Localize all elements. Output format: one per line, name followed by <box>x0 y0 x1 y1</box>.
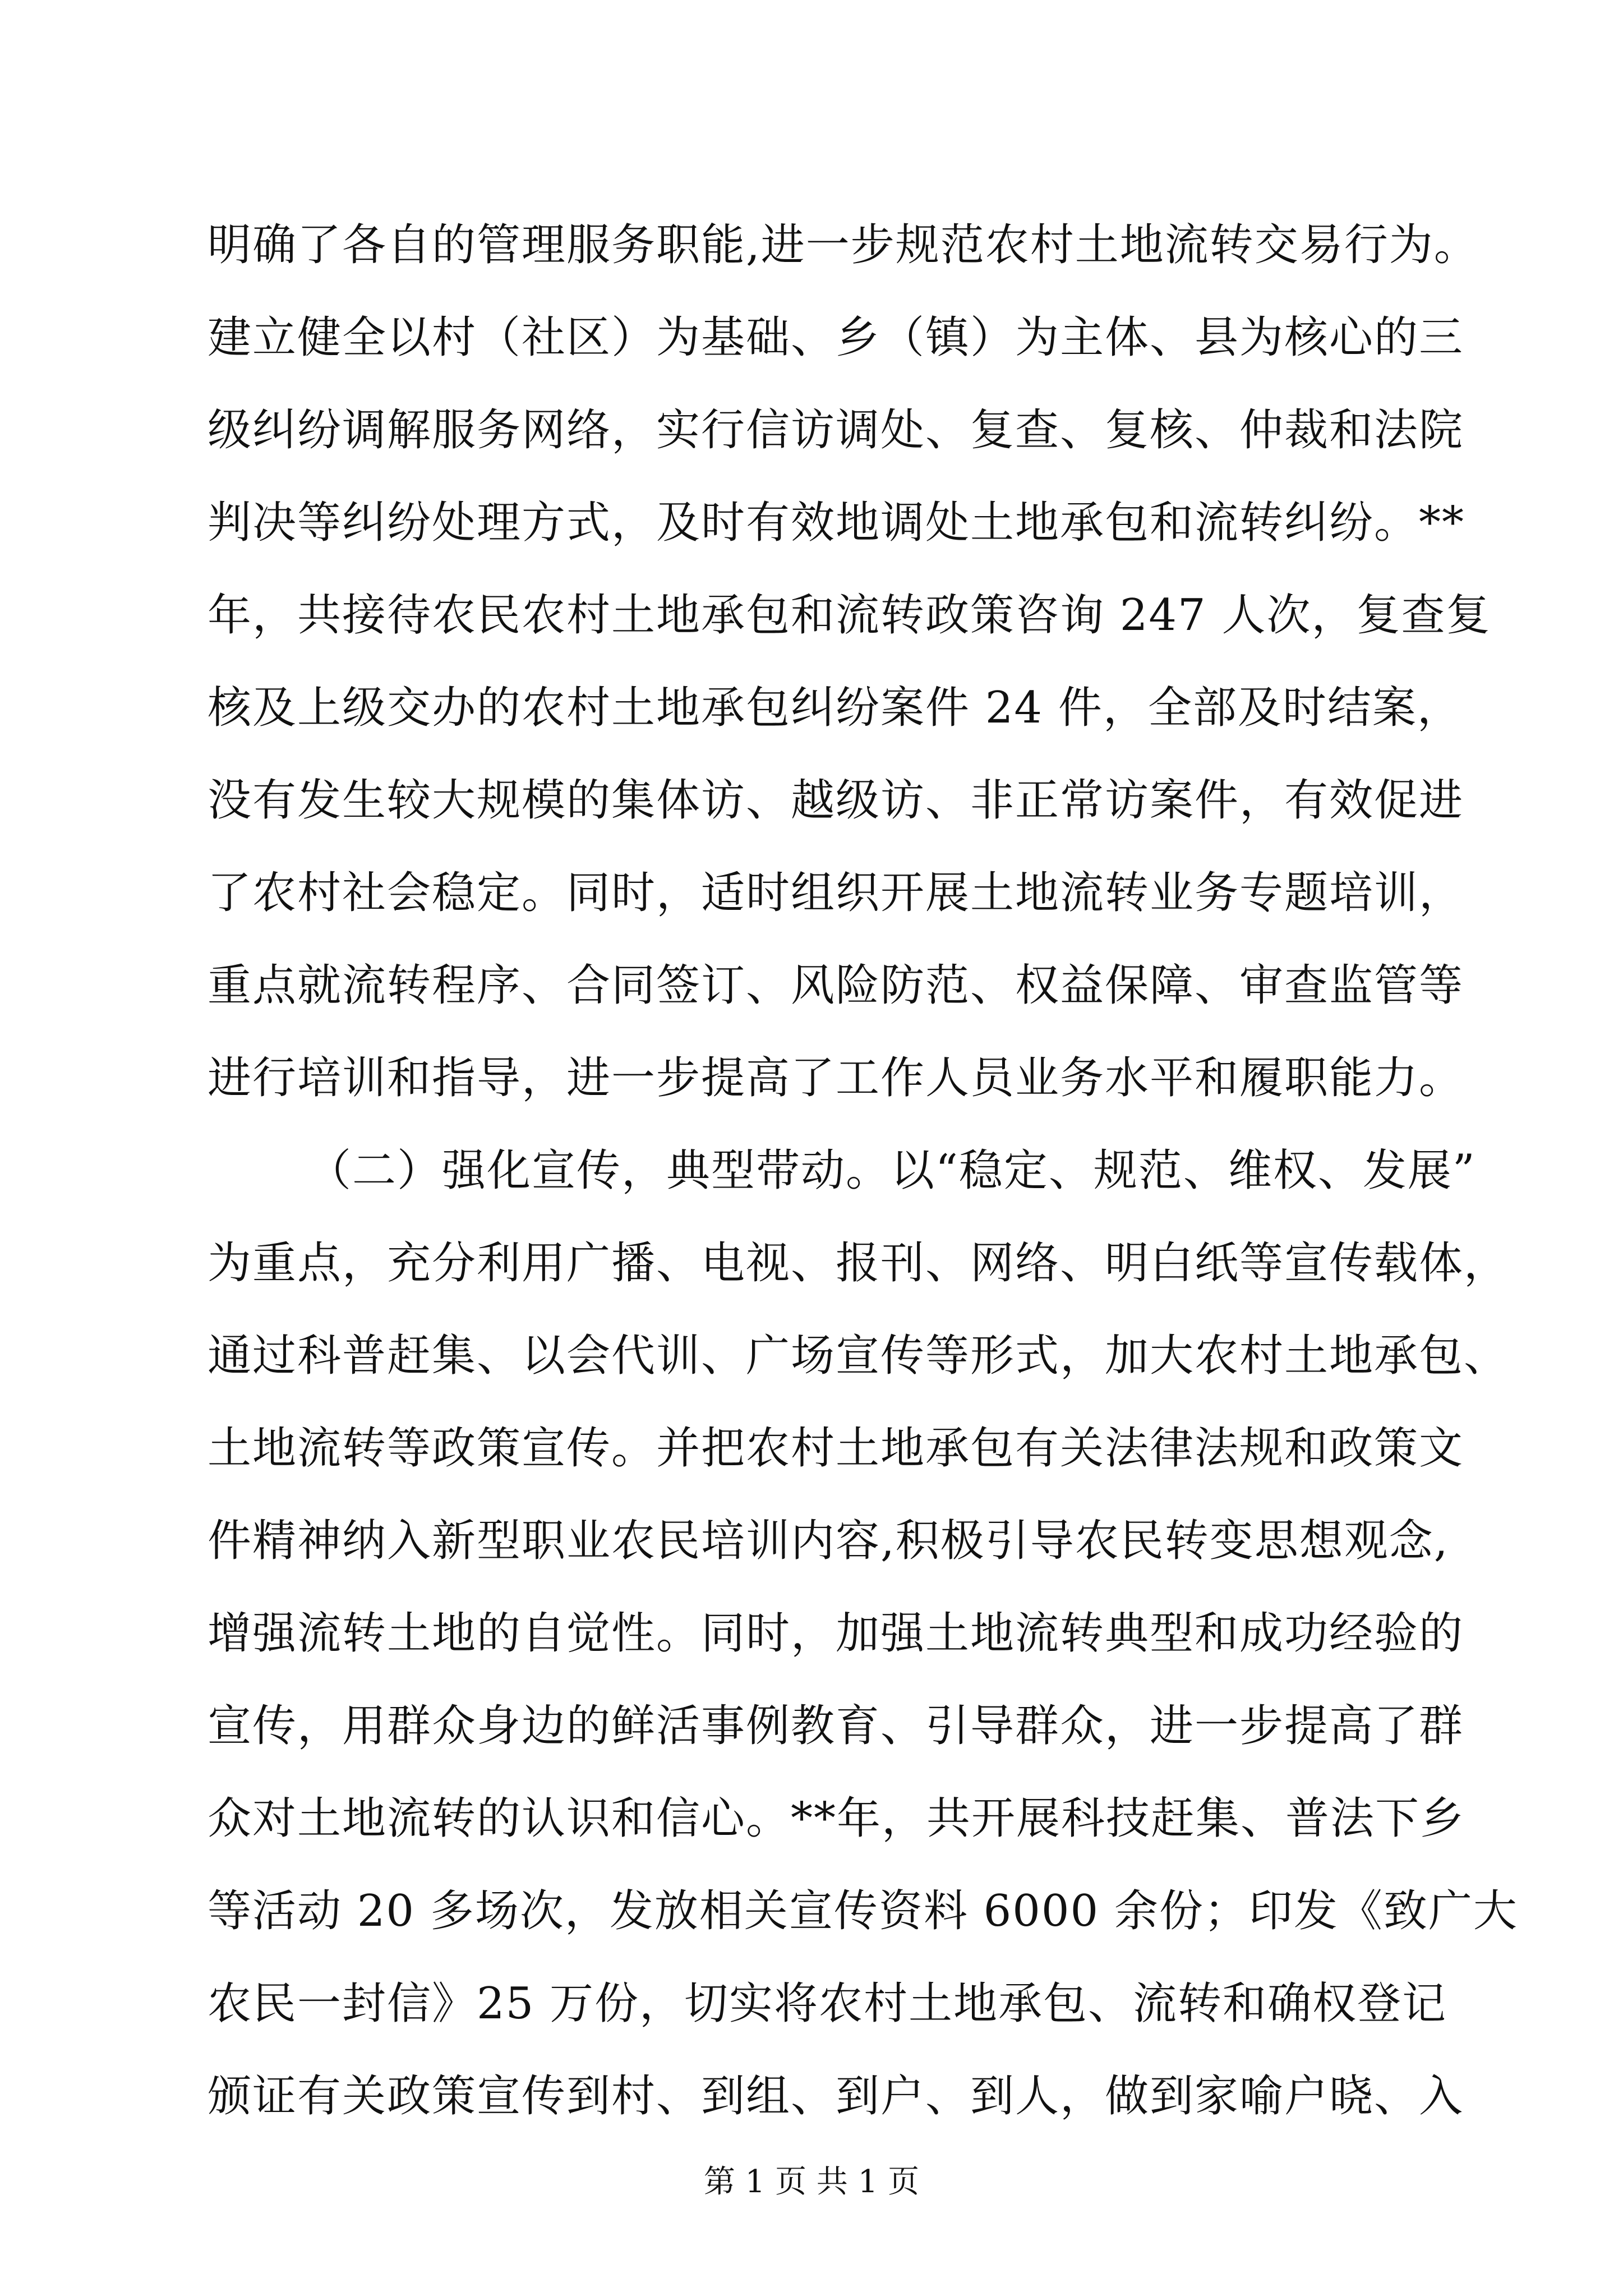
text-line: 增强流转土地的自觉性。同时，加强土地流转典型和成功经验的 <box>208 1608 1464 1659</box>
text-line: 了农村社会稳定。同时，适时组织开展土地流转业务专题培训， <box>208 868 1464 918</box>
text-line: 众对土地流转的认识和信心。**年，共开展科技赶集、普法下乡 <box>208 1793 1465 1844</box>
text-line: 土地流转等政策宣传。并把农村土地承包有关法律法规和政策文 <box>208 1423 1464 1474</box>
text-line: 颁证有关政策宣传到村、到组、到户、到人，做到家喻户晓、入 <box>208 2071 1464 2122</box>
text-line: 核及上级交办的农村土地承包纠纷案件 24 件，全部及时结案， <box>208 683 1462 733</box>
text-line: 没有发生较大规模的集体访、越级访、非正常访案件，有效促进 <box>208 775 1464 826</box>
text-line: 年，共接待农民农村土地承包和流转政策咨询 247 人次，复查复 <box>208 590 1491 641</box>
text-line: 明确了各自的管理服务职能,进一步规范农村土地流转交易行为。 <box>208 220 1479 270</box>
text-line: 判决等纠纷处理方式，及时有效地调处土地承包和流转纠纷。** <box>208 498 1465 548</box>
text-line: 进行培训和指导，进一步提高了工作人员业务水平和履职能力。 <box>208 1053 1464 1103</box>
text-line: 重点就流转程序、合同签订、风险防范、权益保障、审查监管等 <box>208 960 1464 1011</box>
text-line: 件精神纳入新型职业农民培训内容,积极引导农民转变思想观念, <box>208 1516 1449 1566</box>
text-line: 农民一封信》25 万份，切实将农村土地承包、流转和确权登记 <box>208 1978 1447 2029</box>
text-line: 等活动 20 多场次，发放相关宣传资料 6000 余份；印发《致广大 <box>208 1886 1518 1936</box>
text-line: 级纠纷调解服务网络，实行信访调处、复查、复核、仲裁和法院 <box>208 405 1464 455</box>
section-heading-line: （二）强化宣传，典型带动。以“稳定、规范、维权、发展” <box>307 1145 1476 1196</box>
text-line: 通过科普赶集、以会代训、广场宣传等形式，加大农村土地承包、 <box>208 1331 1509 1381</box>
text-line: 宣传，用群众身边的鲜活事例教育、引导群众，进一步提高了群 <box>208 1701 1464 1751</box>
text-line: 为重点，充分利用广播、电视、报刊、网络、明白纸等宣传载体， <box>208 1238 1509 1289</box>
body-text <box>208 199 1518 2143</box>
text-line: 建立健全以村（社区）为基础、乡（镇）为主体、县为核心的三 <box>208 312 1464 363</box>
page-footer: 第 1 页 共 1 页 <box>703 2164 920 2200</box>
